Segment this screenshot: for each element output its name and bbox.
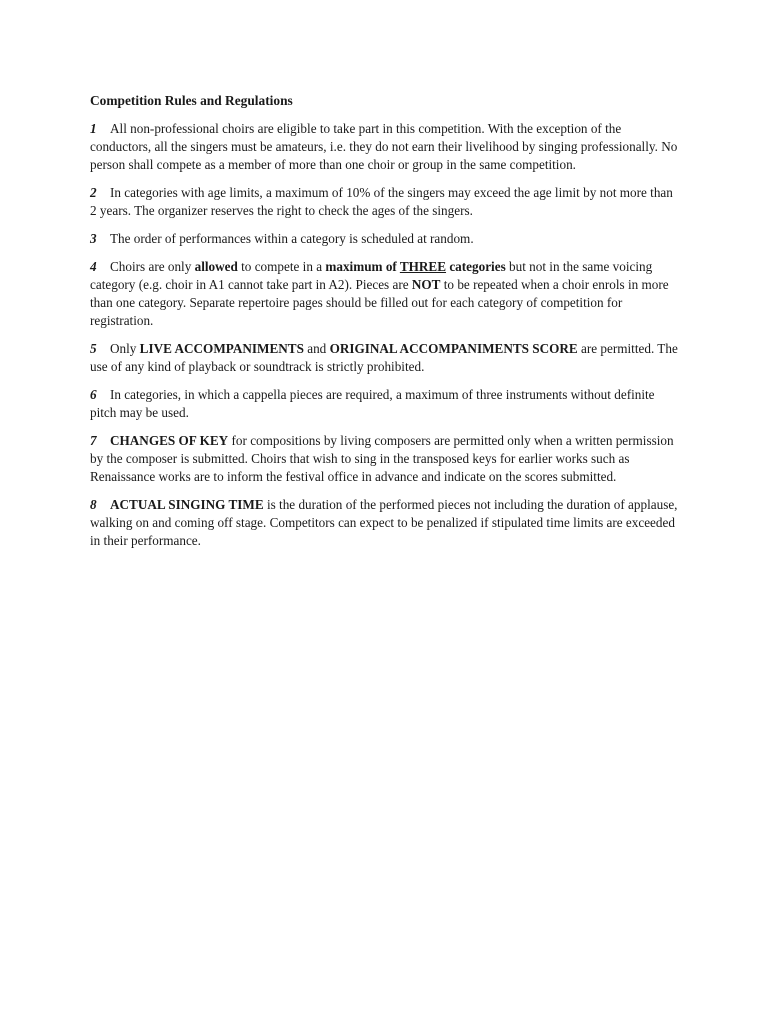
rule-number: 8 — [90, 497, 97, 512]
rule-item — [90, 386, 682, 422]
rule-number: 2 — [90, 185, 97, 200]
rule-text-bold: LIVE ACCOMPANIMENTS — [139, 341, 304, 356]
rule-text: The order of performances within a category is scheduled at random. — [110, 231, 474, 246]
rule-item — [90, 432, 682, 486]
rule-text: for compositions by living composers are permitted only when a written permission by the composer is submitted. Choirs that wish to sing in the transposed keys for earlier works such as Renaissance works are to inform the festival office in advance and indicate on the scores submitted. — [90, 433, 674, 484]
rule-text: are permitted. The use of any kind of playback or soundtrack is strictly prohibited. — [90, 341, 678, 374]
document-page — [90, 92, 682, 560]
rule-text: and — [303, 341, 330, 356]
rule-text-bold: allowed — [194, 259, 238, 274]
rule-text: to compete in a — [237, 259, 326, 274]
rule-text-bold: ORIGINAL ACCOMPANIMENTS SCORE — [329, 341, 578, 356]
rule-item — [90, 496, 682, 550]
rule-text: In categories, in which a cappella pieces are required, a maximum of three instruments without definite pitch may be used. — [90, 387, 655, 420]
rule-item — [90, 258, 682, 330]
rule-text: In categories with age limits, a maximum of 10% of the singers may exceed the age limit by not more than 2 years. The organizer reserves the right to check the ages of the singers. — [90, 185, 673, 218]
rule-number: 6 — [90, 387, 97, 402]
rule-item — [90, 120, 682, 174]
rule-item — [90, 230, 682, 248]
rule-text: All non-professional choirs are eligible to take part in this competition. With the exception of the conductors, all the singers must be amateurs, i.e. they do not earn their livelihood by singing professionally. No person shall compete as a member of more than one choir or group in the same competition. — [90, 121, 678, 172]
rule-text: Choirs are only — [110, 259, 195, 274]
rule-item — [90, 184, 682, 220]
rule-text-bold: categories — [446, 259, 506, 274]
rule-text-bold: CHANGES OF KEY — [110, 433, 229, 448]
rule-text-bold: NOT — [411, 277, 441, 292]
rule-text-bold-underline: THREE — [399, 259, 447, 274]
rule-number: 5 — [90, 341, 97, 356]
rule-text: but not in the same voicing category (e.g. choir in A1 cannot take part in A2). Pieces are — [90, 259, 653, 292]
rule-number: 4 — [90, 259, 97, 274]
rule-text-bold: ACTUAL SINGING TIME — [110, 497, 264, 512]
rule-text: Only — [110, 341, 140, 356]
rule-number: 3 — [90, 231, 97, 246]
rule-number: 1 — [90, 121, 97, 136]
rule-item — [90, 340, 682, 376]
document-title: Competition Rules and Regulations — [90, 93, 293, 108]
rule-text-bold: maximum of — [325, 259, 400, 274]
rule-number: 7 — [90, 433, 97, 448]
rule-text: to be repeated when a choir enrols in more than one category. Separate repertoire pages should be filled out for each category of competition for registration. — [90, 277, 669, 328]
rule-text: is the duration of the performed pieces not including the duration of applause, walking on and coming off stage. Competitors can expect to be penalized if stipulated time limits are exceeded in their performance. — [90, 497, 678, 548]
